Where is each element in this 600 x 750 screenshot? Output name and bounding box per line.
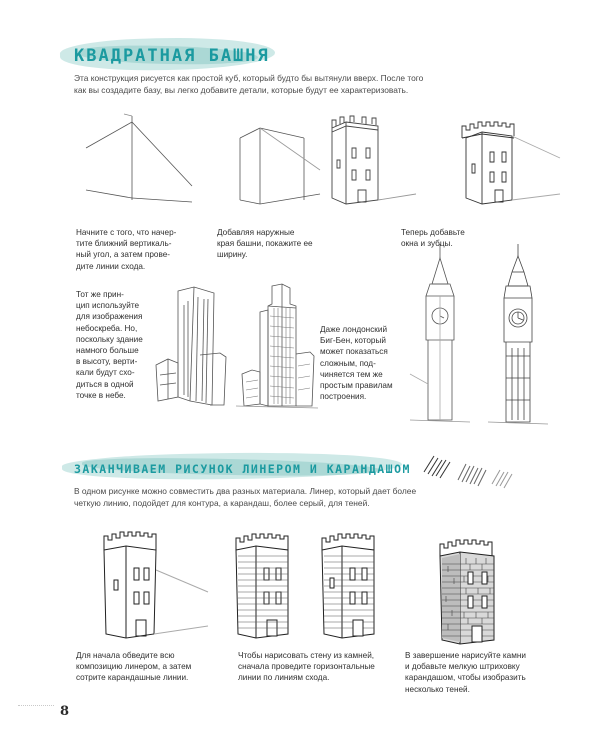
tower-stone-finished [436,536,508,646]
caption-line: ширину. [217,250,248,260]
caption-line: линии по линиям схода. [238,673,330,683]
caption-line: Чтобы нарисовать стену из камней, [238,651,375,660]
footer-divider [18,705,54,706]
caption-line: точке в небе. [76,390,126,400]
tower-step1-sketch [84,108,194,208]
tower-stone-lines-a [232,532,298,640]
caption-step1 [76,227,206,272]
caption-skyscraper [76,289,158,401]
caption-bigben [320,324,412,402]
tower-step2-sketch [212,108,322,208]
caption-line: кали будут схо- [76,368,135,378]
bigben-sketch-detailed [488,244,550,430]
inked-tower-outline [92,530,212,642]
intro-line: Эта конструкция рисуется как простой куб, который будто бы вытянули вверх. После того [74,73,424,83]
caption-line: Теперь добавьте [401,228,465,237]
caption-line: В завершение нарисуйте камни [405,651,526,660]
caption-line: Для начала обведите всю [76,651,175,660]
caption-line: композицию линером, а затем [76,662,192,672]
intro-line: как вы создадите базу, вы легко добавите детали, которые будут ее характеризовать. [74,85,409,95]
caption-line: чиняется тем же [320,369,383,379]
caption-line: Биг-Бен, который [320,336,386,346]
caption-line: построения. [320,392,367,402]
caption-line: поскольку здание [76,334,143,344]
section-title-square-tower: КВАДРАТНАЯ БАШНЯ [74,46,270,66]
caption-line: Добавляя наружные [217,228,295,237]
caption-line: Даже лондонский [320,325,388,334]
caption-line: сначала проведите горизонтальные [238,662,375,672]
caption-ink-step3 [405,650,565,695]
caption-line: сложным, под- [320,358,376,368]
caption-line: карандашом, чтобы изобразить [405,673,526,683]
caption-line: цип используйте [76,301,140,311]
caption-line: небоскреба. Но, [76,323,138,333]
skyscraper-sketch-outline [150,285,230,407]
caption-line: края башни, покажите ее [217,239,313,249]
caption-line: для изображения [76,312,143,322]
caption-line: сотрите карандашные линии. [76,673,189,683]
caption-ink-step2 [238,650,408,684]
caption-line: намного больше [76,346,139,356]
caption-line: диться в одной [76,379,134,389]
caption-line: ный угол, а затем прове- [76,250,171,260]
page-number: 8 [60,704,70,719]
tower-stone-lines-b [318,532,384,640]
caption-line: может показаться [320,347,388,357]
section-intro [74,72,544,96]
caption-line: в высоту, верти- [76,357,138,367]
caption-ink-step1 [76,650,226,684]
intro-line: В одном рисунке можно совместить два разных материала. Линер, который дает более [74,486,417,496]
caption-line: Начните с того, что начер- [76,228,177,237]
section-intro [74,485,534,509]
intro-line: четкую линию, подойдет для контура, а карандаш, более серый, для теней. [74,498,370,508]
caption-step2 [217,227,357,261]
tower-step4-sketch [452,108,562,208]
section-title-liner-pencil: ЗАКАНЧИВАЕМ РИСУНОК ЛИНЕРОМ И КАРАНДАШОМ [74,462,411,476]
caption-line: Тот же прин- [76,290,124,299]
caption-line: дите линии схода. [76,261,146,271]
caption-line: тите ближний вертикаль- [76,239,172,249]
caption-line: окна и зубцы. [401,239,453,249]
bigben-sketch-outline [410,244,472,430]
tower-step3-sketch [318,108,418,208]
caption-line: простым правилам [320,381,393,391]
caption-line: и добавьте мелкую штриховку [405,662,520,672]
caption-line: несколько теней. [405,684,470,694]
skyscraper-sketch-detailed [238,282,318,412]
